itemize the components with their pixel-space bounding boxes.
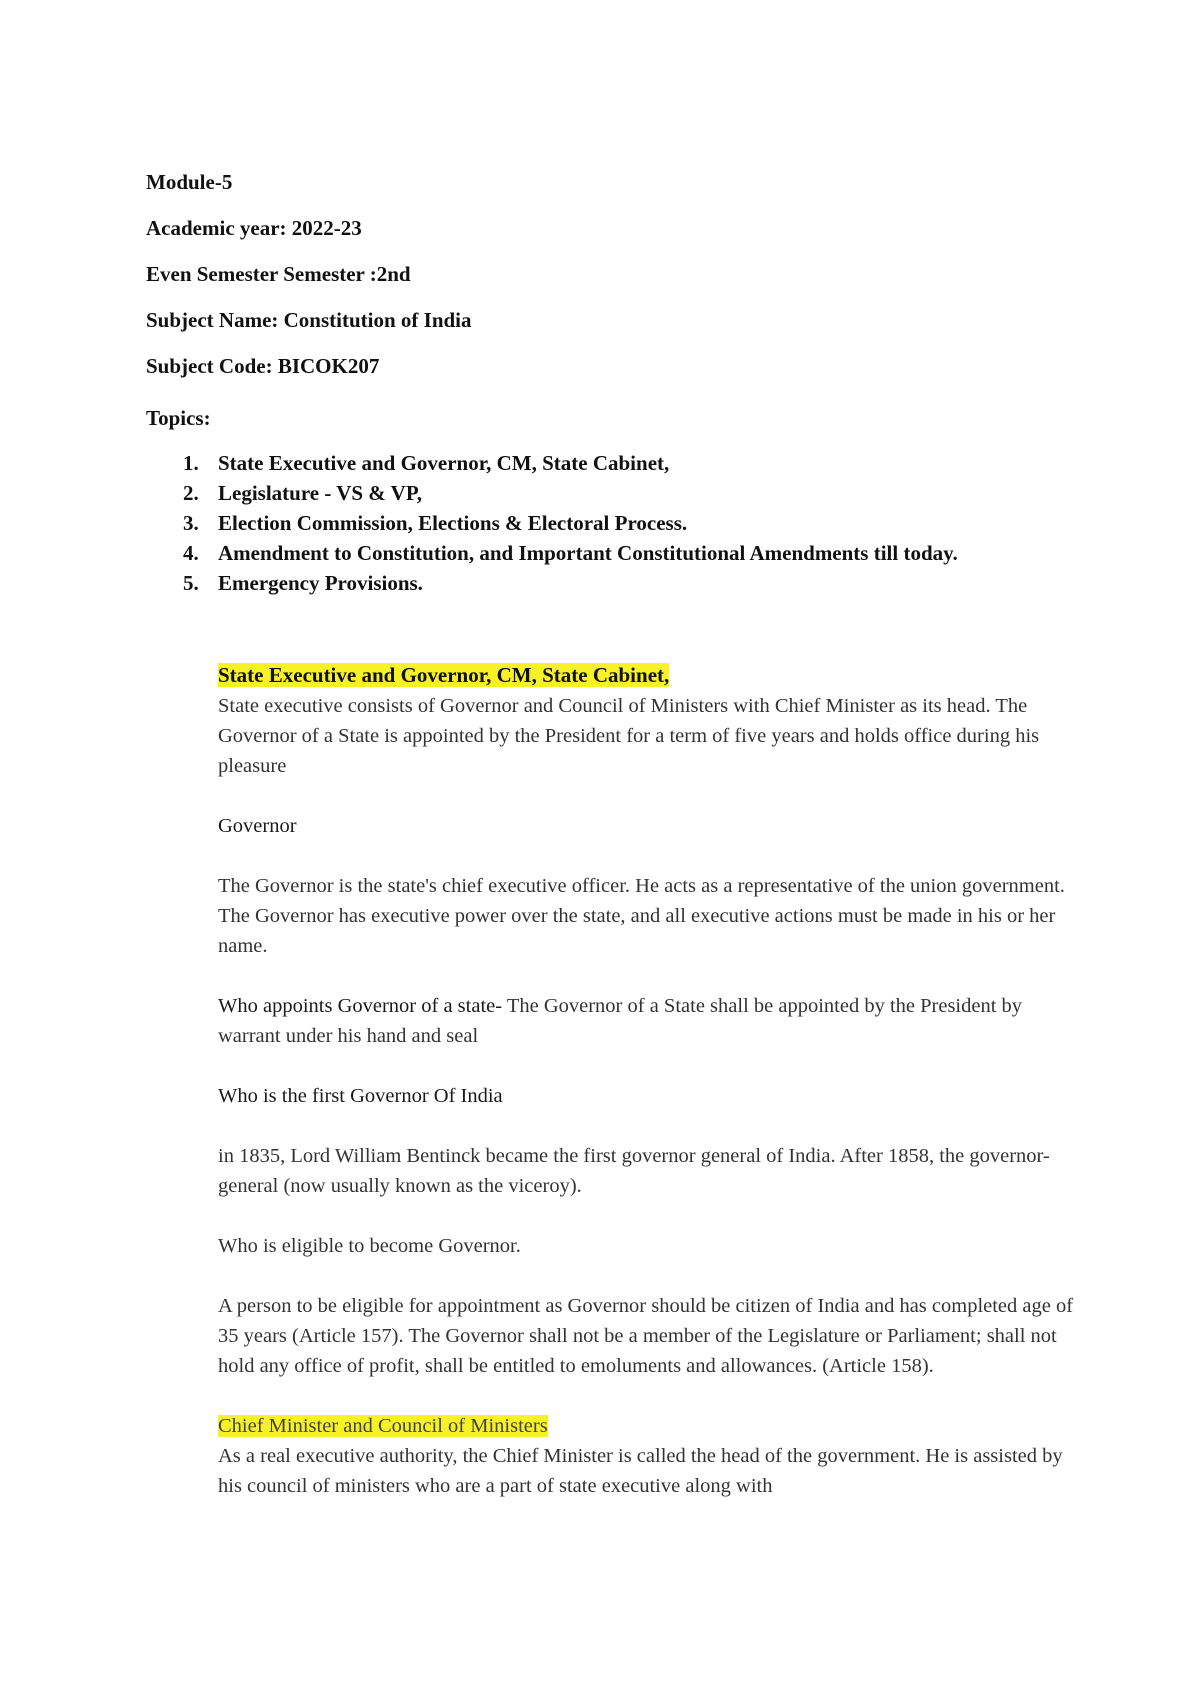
topic-list <box>183 448 1063 598</box>
list-number: 2. <box>183 481 199 505</box>
subject-name: Subject Name: Constitution of India <box>146 308 472 332</box>
paragraph-first-governor: in 1835, Lord William Bentinck became the first governor general of India. After 1858, the governor-general (now usually known as the viceroy). <box>218 1145 1050 1197</box>
spacer <box>218 961 1078 991</box>
paragraph-chief-minister: As a real executive authority, the Chief Minister is called the head of the government. He is assisted by his council of ministers who are a part of state executive along with <box>218 1445 1063 1497</box>
list-number: 1. <box>183 451 199 475</box>
module-title: Module-5 <box>146 170 233 194</box>
paragraph-appoints <box>218 991 1078 1051</box>
list-item-text: Amendment to Constitution, and Important Constitutional Amendments till today. <box>218 541 958 565</box>
answer-text: The Governor of a State shall be appointed by the President by warrant under his hand and seal <box>218 995 1023 1047</box>
document-header <box>146 170 472 400</box>
paragraph-intro: State executive consists of Governor and Council of Ministers with Chief Minister as its head. The Governor of a State is appointed by the President for a term of five years and holds office during his pleasure <box>218 695 1040 777</box>
section-heading <box>218 660 1078 691</box>
list-number: 4. <box>183 541 199 565</box>
question-first-governor: Who is the first Governor Of India <box>218 1085 503 1107</box>
document-body <box>218 660 1078 1501</box>
list-item-text: Emergency Provisions. <box>218 571 423 595</box>
subject-code: Subject Code: BICOK207 <box>146 354 380 378</box>
spacer <box>218 781 1078 811</box>
academic-year: Academic year: 2022-23 <box>146 216 362 240</box>
spacer <box>218 1261 1078 1291</box>
paragraph-governor: The Governor is the state's chief executive officer. He acts as a representative of the union government. The Governor has executive power over the state, and all executive actions must be made in his or her name. <box>218 875 1065 957</box>
list-item <box>183 538 1063 568</box>
spacer <box>218 1381 1078 1411</box>
list-item <box>183 448 1063 478</box>
list-number: 5. <box>183 571 199 595</box>
list-item-text: State Executive and Governor, CM, State Cabinet, <box>218 451 670 475</box>
highlighted-heading: Chief Minister and Council of Ministers <box>218 1415 548 1437</box>
spacer <box>218 1111 1078 1141</box>
list-item-text: Legislature - VS & VP, <box>218 481 422 505</box>
list-number: 3. <box>183 511 199 535</box>
paragraph-eligible: A person to be eligible for appointment as Governor should be citizen of India and has completed age of 35 years (Article 157). The Governor shall not be a member of the Legislature or Parliament; shall not hold any office of profit, shall be entitled to emoluments and allowances. (Article 158). <box>218 1295 1074 1377</box>
question-text: Who appoints Governor of a state- <box>218 995 503 1017</box>
list-item <box>183 568 1063 598</box>
list-item-text: Election Commission, Elections & Electoral Process. <box>218 511 688 535</box>
governor-label: Governor <box>218 815 297 837</box>
spacer <box>218 841 1078 871</box>
spacer <box>218 1201 1078 1231</box>
section-heading <box>218 1411 1078 1441</box>
highlighted-heading: State Executive and Governor, CM, State Cabinet, <box>218 663 670 687</box>
topics-heading: Topics: <box>146 406 211 430</box>
list-item <box>183 508 1063 538</box>
question-eligible: Who is eligible to become Governor. <box>218 1235 521 1257</box>
semester-info: Even Semester Semester :2nd <box>146 262 411 286</box>
list-item <box>183 478 1063 508</box>
spacer <box>218 1051 1078 1081</box>
